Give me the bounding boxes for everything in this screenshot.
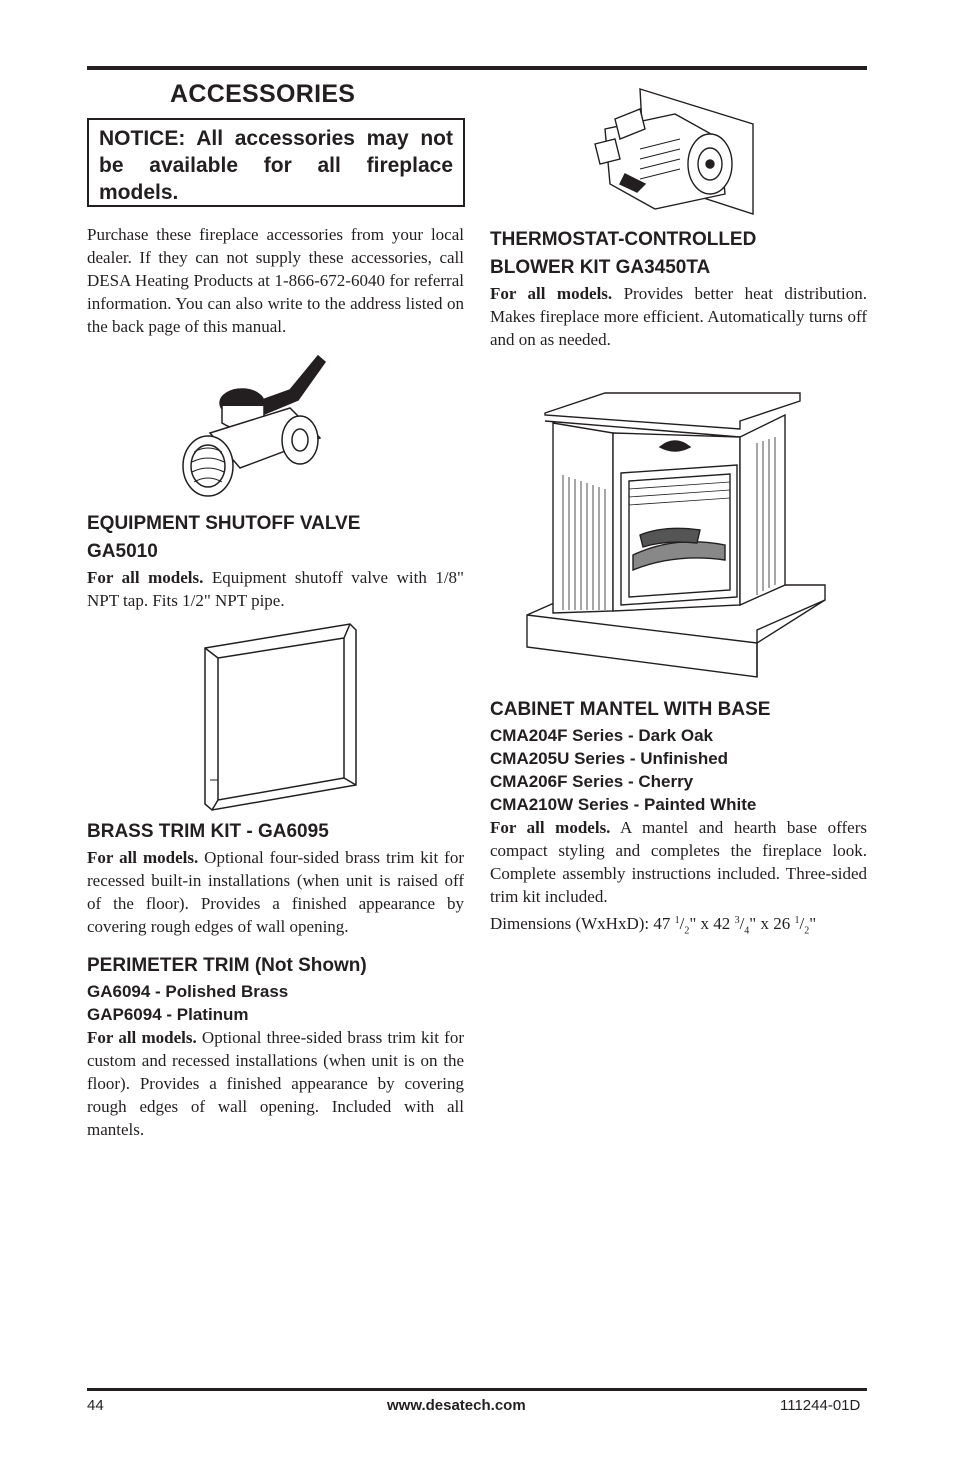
blower-kit-illustration — [585, 84, 755, 219]
brass-trim-text: Optional four-sided brass trim kit for recessed built-in installations (when unit is raised off of the floor). Provides a finished appearance by covering rough edges of wall opening. — [87, 848, 464, 936]
brass-trim-title: BRASS TRIM KIT - GA6095 — [87, 821, 329, 842]
section-title: ACCESSORIES — [170, 80, 356, 108]
dim-height-num: 3 — [734, 915, 740, 926]
perimeter-sub-platinum: GAP6094 - Platinum — [87, 1005, 249, 1024]
valve-description — [87, 566, 464, 612]
brass-trim-illustration — [200, 620, 360, 812]
bottom-rule — [87, 1388, 867, 1391]
blower-text: Provides better heat distribution. Makes fireplace more efficient. Automatically turns off and on as needed. — [490, 284, 868, 349]
mantel-dimensions: Dimensions (WxHxD): 47 $^1/_2$" x 42 $^3/_4$" x 26 $^1/_2$" — [490, 914, 817, 937]
notice-box: NOTICE: All accessories may not be available for all fireplace models. — [87, 118, 465, 207]
dim-end: " — [809, 914, 817, 933]
dim-depth-den: 2 — [804, 925, 810, 937]
perimeter-lead: For all models. — [87, 1028, 197, 1047]
valve-title-line1: EQUIPMENT SHUTOFF VALVE — [87, 513, 361, 534]
brass-trim-lead: For all models. — [87, 848, 199, 867]
cabinet-mantel-illustration — [525, 385, 827, 680]
dim-width-num: 1 — [674, 915, 680, 926]
mantel-description — [490, 816, 867, 908]
document-number: 111244-01D — [780, 1397, 861, 1414]
valve-text: Equipment shutoff valve with 1/8" NPT tap. Fits 1/2" NPT pipe. — [87, 568, 464, 610]
mantel-series-unfinished: CMA205U Series - Unfinished — [490, 749, 729, 768]
shutoff-valve-illustration — [180, 348, 330, 500]
mantel-lead: For all models. — [490, 818, 611, 837]
footer-url: www.desatech.com — [387, 1397, 526, 1414]
mantel-text: A mantel and hearth base offers compact styling and completes the fireplace look. Complete assembly instructions included. Three-sided trim kit included. — [490, 818, 867, 906]
intro-paragraph: Purchase these fireplace accessories from your local dealer. If they can not supply these accessories, call DESA Heating Products at 1-866-672-6040 for referral information. You can also write to the address listed on the back page of this manual. — [87, 225, 464, 336]
perimeter-description — [87, 1026, 464, 1141]
dim-sep-1: " x 42 — [689, 914, 735, 933]
top-rule — [87, 66, 867, 70]
page-number: 44 — [87, 1397, 104, 1414]
blower-title-line2: BLOWER KIT GA3450TA — [490, 257, 711, 278]
mantel-series-cherry: CMA206F Series - Cherry — [490, 772, 694, 791]
perimeter-sub-polished: GA6094 - Polished Brass — [87, 982, 289, 1001]
dimensions-label: Dimensions (WxHxD): 47 — [490, 914, 675, 933]
dim-sep-2: " x 26 — [749, 914, 795, 933]
mantel-title: CABINET MANTEL WITH BASE — [490, 699, 771, 720]
blower-description — [490, 282, 867, 351]
perimeter-title: PERIMETER TRIM (Not Shown) — [87, 955, 367, 976]
valve-title-line2: GA5010 — [87, 541, 158, 562]
dim-height-den: 4 — [744, 925, 750, 937]
mantel-series-dark-oak: CMA204F Series - Dark Oak — [490, 726, 713, 745]
blower-title-line1: THERMOSTAT-CONTROLLED — [490, 229, 757, 250]
valve-lead: For all models. — [87, 568, 204, 587]
brass-trim-description — [87, 846, 464, 938]
dim-width-den: 2 — [684, 925, 690, 937]
perimeter-text: Optional three-sided brass trim kit for custom and recessed installations (when unit is on the floor). Provides a finished appearance by covering rough edges of wall opening. Included with all mantels. — [87, 1028, 464, 1139]
blower-lead: For all models. — [490, 284, 613, 303]
mantel-series-painted-white: CMA210W Series - Painted White — [490, 795, 757, 814]
dim-depth-num: 1 — [794, 915, 800, 926]
